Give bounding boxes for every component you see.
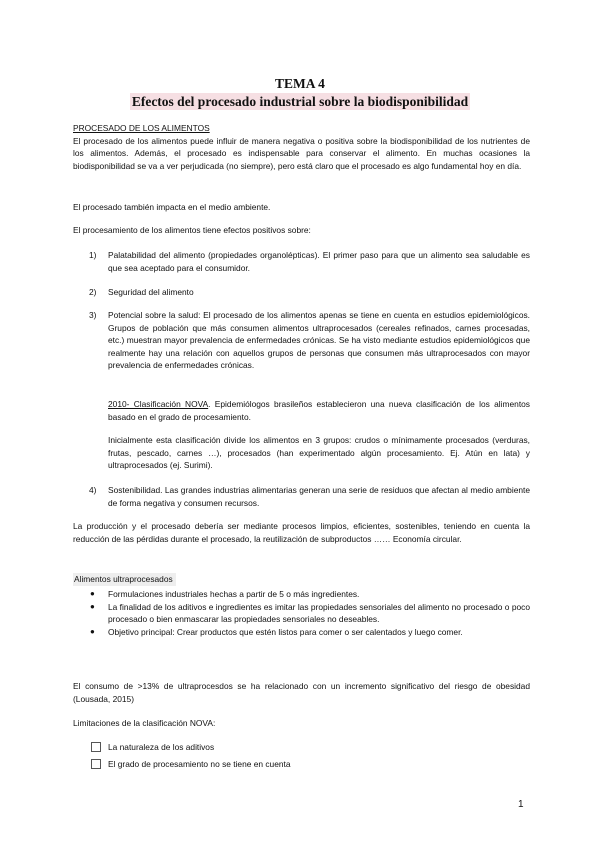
list-item-text: Formulaciones industriales hechas a partir de 5 o más ingredientes. <box>108 589 360 599</box>
effects-list <box>73 249 530 274</box>
list-item-text: Seguridad del alimento <box>108 287 194 297</box>
list-item-text: Sostenibilidad. Las grandes industrias alimentarias generan una serie de residuos que afectan al medio ambiente de forma negativa y consumen recursos. <box>108 485 530 508</box>
paragraph-production: La producción y el procesado debería ser mediante procesos limpios, eficientes, sostenibles, teniendo en cuenta la reducción de las pérdidas durante el procesado, la reutilización de subproductos …… Economía circular. <box>73 521 530 544</box>
list-number: 4) <box>89 485 97 495</box>
nova-groups-paragraph: Inicialmente esta clasificación divide los alimentos en 3 grupos: crudos o mínimamente procesados (verduras, frutas, pescado, carnes …), procesados (han experimentado algún procesamiento. Ej. Atún en lata) y ultraprocesados (ej. Surimi). <box>108 435 530 471</box>
list-item-text: La finalidad de los aditivos e ingredientes es imitar las propiedades sensoriales del alimento no procesado o poco procesado o bien enmascarar las propiedades sensoriales no deseables. <box>108 601 530 625</box>
effects-list-3 <box>73 309 530 372</box>
list-number: 2) <box>89 287 97 297</box>
checklist-item[interactable] <box>91 758 291 771</box>
effects-list-4 <box>73 484 530 509</box>
ultraprocessed-list <box>73 588 530 638</box>
bullet-icon: ● <box>90 589 95 598</box>
checklist-label: El grado de procesamiento no se tiene en cuenta <box>108 759 291 769</box>
list-item <box>73 309 530 372</box>
effects-list-2 <box>73 286 530 299</box>
nova-paragraph <box>108 398 530 423</box>
section-heading: PROCESADO DE LOS ALIMENTOS <box>73 123 210 133</box>
nova-description: . Epidemiólogos brasileños establecieron una nueva clasificación de los alimentos basado en el grado de procesamiento. <box>108 399 530 422</box>
list-item <box>73 588 530 601</box>
paragraph-positive-effects: El procesamiento de los alimentos tiene efectos positivos sobre: <box>73 225 311 235</box>
topic-number: TEMA 4 <box>275 76 325 91</box>
list-number: 3) <box>89 310 97 320</box>
page-number: 1 <box>518 799 524 810</box>
list-item <box>73 484 530 509</box>
page-title-text: Efectos del procesado industrial sobre la biodisponibilidad <box>131 94 469 109</box>
page-title <box>0 92 600 112</box>
checkbox-icon[interactable] <box>91 742 101 752</box>
list-number: 1) <box>89 250 97 260</box>
bullet-icon: ● <box>90 601 95 611</box>
limitations-heading: Limitaciones de la clasificación NOVA: <box>73 718 216 728</box>
list-item <box>73 626 530 639</box>
paragraph-environment: El procesado también impacta en el medio ambiente. <box>73 202 271 212</box>
nova-link[interactable]: 2010- Clasificación NOVA <box>108 399 209 409</box>
checkbox-icon[interactable] <box>91 759 101 769</box>
list-item <box>73 601 530 626</box>
list-item <box>73 286 530 299</box>
list-item-text: Objetivo principal: Crear productos que estén listos para comer o ser calentados y luego comer. <box>108 626 463 637</box>
bullet-icon: ● <box>90 626 95 636</box>
ultraprocessed-heading: Alimentos ultraprocesados <box>73 573 176 586</box>
checklist-item[interactable] <box>91 741 214 754</box>
list-item-text: Potencial sobre la salud: El procesado de los alimentos apenas se tiene en cuenta en estudios epidemiológicos. Grupos de población que más consumen alimentos ultraprocesados (cereales refinados, carnes procesadas, etc.) muestran mayor prevalencia de enfermedades crónicas. Se ha visto mediante estudios epidemiológicos que realmente hay una relación con aquellos grupos de personas que consumen más ultraprocesados con mayor prevalencia de enfermedades crónicas. <box>108 310 530 371</box>
paragraph-consumption: El consumo de >13% de ultraprocesdos se ha relacionado con un incremento significativo del riesgo de obesidad (Lousada, 2015) <box>73 681 530 704</box>
checklist-label: La naturaleza de los aditivos <box>108 742 215 752</box>
section-processing <box>73 122 530 172</box>
list-item <box>73 249 530 274</box>
paragraph-intro: El procesado de los alimentos puede influir de manera negativa o positiva sobre la biodisponibilidad de los nutrientes de los alimentos. Además, el procesado es indispensable para conservar el alimento. En muchas ocasiones la biodisponibilidad se va a ver perjudicada (no siempre), pero está claro que el procesado es algo fundamental hoy en día. <box>73 135 530 171</box>
list-item-text: Palatabilidad del alimento (propiedades organolépticas). El primer paso para que un alimento sea saludable es que sea aceptado para el consumidor. <box>108 250 530 273</box>
